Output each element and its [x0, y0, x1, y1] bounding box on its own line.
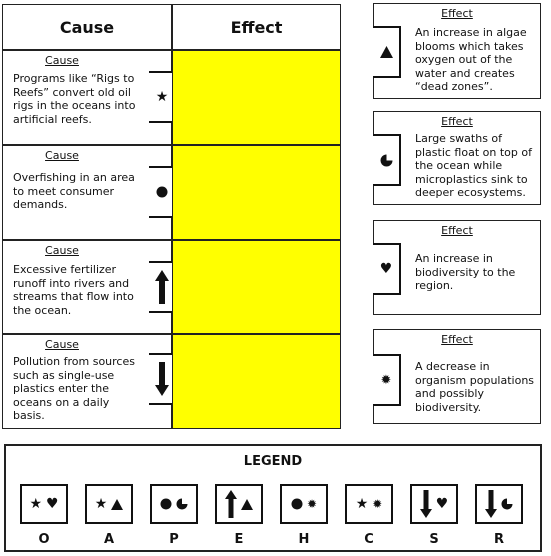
triangle-icon-box — [373, 26, 401, 78]
cause-row — [2, 240, 172, 334]
legend-letter: A — [103, 532, 115, 547]
effect-header: Effect — [172, 4, 341, 50]
heart-icon: ♥ — [435, 496, 449, 512]
legend-item-s — [410, 484, 458, 524]
star-icon: ★ — [155, 89, 169, 105]
effect-card-text: Large swaths of plastic float on top of the ocean while microplastics sink to deeper ecosystems. — [415, 132, 532, 199]
legend-title: LEGEND — [243, 454, 303, 469]
moon-icon-box — [373, 134, 401, 186]
arrow-down-icon — [420, 490, 432, 518]
triangle-icon — [380, 46, 393, 58]
sun-icon-box — [373, 354, 401, 406]
circle-icon — [291, 498, 303, 510]
legend-letter: C — [364, 532, 374, 547]
cause-row-title: Cause — [45, 54, 79, 67]
sun-icon: ✹ — [306, 497, 318, 511]
moon-icon — [501, 498, 513, 510]
cause-row — [2, 50, 172, 145]
arrow-up-icon — [225, 490, 237, 518]
effect-card[interactable] — [373, 220, 541, 315]
effect-answer-cell[interactable] — [172, 50, 341, 145]
heart-icon-box — [373, 243, 401, 295]
legend-letter: O — [38, 532, 50, 547]
effect-card[interactable] — [373, 329, 541, 424]
legend-item-c — [345, 484, 393, 524]
legend-letter: S — [429, 532, 439, 547]
arrow-down-icon — [155, 362, 169, 396]
cause-row — [2, 145, 172, 240]
heart-icon: ♥ — [46, 496, 59, 512]
legend-item-p — [150, 484, 198, 524]
cause-row-text: Excessive fertilizer runoff into rivers and streams that flow into the ocean. — [13, 263, 134, 317]
legend-letter: E — [234, 532, 244, 547]
heart-icon: ♥ — [379, 261, 393, 277]
triangle-icon — [241, 499, 253, 510]
effect-card-title: Effect — [441, 7, 473, 20]
effect-card-title: Effect — [441, 333, 473, 346]
sun-icon: ✹ — [372, 497, 383, 511]
cause-row-title: Cause — [45, 338, 79, 351]
arrow-up-icon — [155, 270, 169, 304]
effect-card[interactable] — [373, 3, 541, 99]
star-icon: ★ — [29, 496, 42, 512]
cause-row-title: Cause — [45, 244, 79, 257]
effect-answer-cell[interactable] — [172, 334, 341, 429]
legend-item-o — [20, 484, 68, 524]
effect-answer-cell[interactable] — [172, 145, 341, 240]
arrow-down-icon — [485, 490, 497, 518]
sun-icon: ✹ — [380, 372, 392, 388]
cause-row-text: Overfishing in an area to meet consumer demands. — [13, 171, 135, 211]
moon-icon — [176, 498, 188, 510]
effect-card-title: Effect — [441, 115, 473, 128]
effect-card-text: An increase in algae blooms which takes oxygen out of the water and creates “dead zones”. — [415, 26, 527, 93]
circle-icon — [156, 186, 168, 198]
legend-item-a — [85, 484, 133, 524]
legend-item-h — [280, 484, 328, 524]
cause-row — [2, 334, 172, 429]
legend-item-e — [215, 484, 263, 524]
legend-letter: H — [298, 532, 310, 547]
effect-card[interactable] — [373, 111, 541, 205]
effect-card-text: A decrease in organism populations and possibly biodiversity. — [415, 360, 535, 414]
effect-card-text: An increase in biodiversity to the region. — [415, 252, 516, 292]
cause-row-text: Programs like “Rigs to Reefs” convert old oil rigs in the oceans into artificial reefs. — [13, 72, 136, 126]
star-icon: ★ — [94, 496, 108, 512]
star-icon: ★ — [355, 496, 369, 512]
legend-letter: P — [169, 532, 179, 547]
legend — [4, 444, 542, 552]
legend-letter: R — [493, 532, 504, 547]
cause-row-title: Cause — [45, 149, 79, 162]
triangle-icon — [111, 499, 123, 510]
legend-item-r — [475, 484, 523, 524]
effect-card-title: Effect — [441, 224, 473, 237]
cause-header: Cause — [2, 4, 172, 50]
moon-icon — [380, 154, 393, 167]
circle-icon — [160, 498, 172, 510]
effect-answer-cell[interactable] — [172, 240, 341, 334]
cause-row-text: Pollution from sources such as single-use plastics enter the oceans on a daily basis. — [13, 355, 135, 422]
